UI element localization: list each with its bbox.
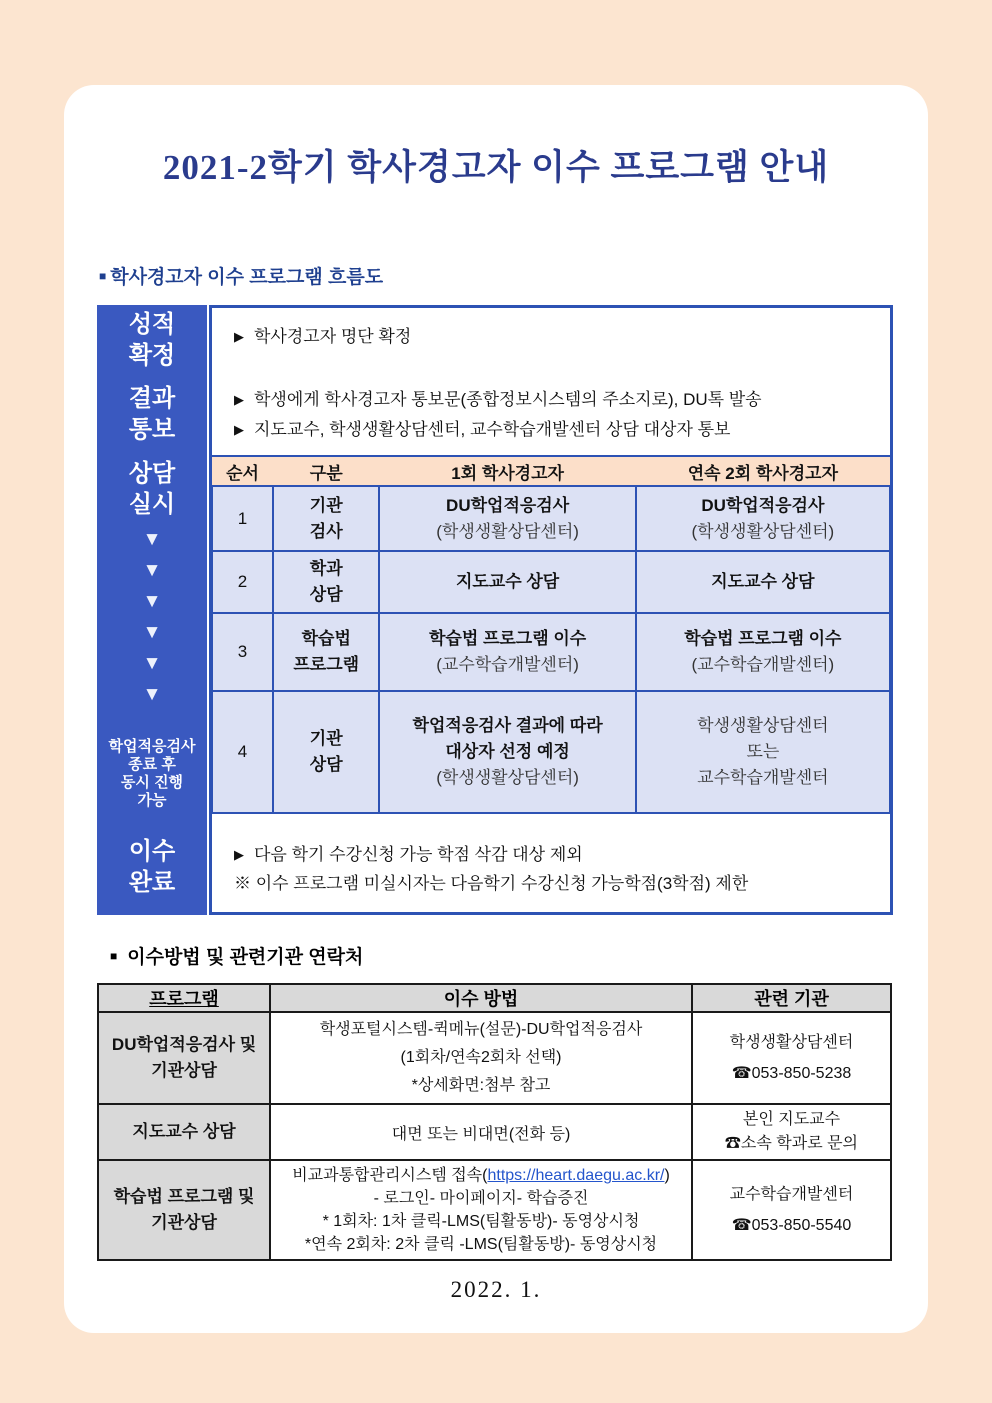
contact-section-heading — [110, 942, 363, 969]
contact-row-advisor — [98, 1104, 891, 1160]
cell-second-warning: DU학업적응검사 (학생생활상담센터) — [636, 486, 890, 551]
cell-program: 지도교수 상담 — [98, 1104, 270, 1160]
triangle-bullet-icon: ▶ — [234, 392, 244, 407]
phone-number: ☎소속 학과로 문의 — [724, 1135, 859, 1152]
flow-arrows — [97, 524, 207, 710]
table-row — [212, 691, 890, 813]
contact-row-learning-program — [98, 1160, 891, 1260]
cell-category: 기관 상담 — [273, 691, 379, 813]
square-bullet-icon: ■ — [99, 269, 107, 283]
down-arrow-icon: ▼ — [142, 560, 162, 581]
cell-first-warning: 지도교수 상담 — [379, 551, 635, 613]
cell-organization: 학생생활상담센터 ☎053-850-5238 — [692, 1012, 891, 1104]
table-row — [212, 486, 890, 551]
sidebar-note: 학업적응검사 종료 후 동시 진행 가능 — [108, 738, 196, 809]
col-header-second-warning: 연속 2회 학사경고자 — [636, 456, 890, 486]
cell-first-warning: 학습법 프로그램 이수 (교수학습개발센터) — [379, 613, 635, 691]
col-header-program: 프로그램 — [98, 984, 270, 1012]
flow-content — [209, 305, 893, 915]
contact-row-du-test — [98, 1012, 891, 1104]
cell-second-warning: 학습법 프로그램 이수 (교수학습개발센터) — [636, 613, 890, 691]
sidebar-step-grade-confirm: 성적 확정 — [128, 311, 176, 369]
phone-number: ☎053-850-5540 — [731, 1217, 852, 1234]
reference-mark-icon: ※ — [234, 874, 251, 893]
complete-bullet: ▶ 다음 학기 수강신청 가능 학점 삭감 대상 제외 — [234, 845, 583, 864]
cell-category: 학습법 프로그램 — [273, 613, 379, 691]
phone-number: ☎053-850-5238 — [731, 1065, 852, 1082]
cell-method: 학생포털시스템-퀵메뉴(설문)-DU학업적응검사 (1회차/연속2회차 선택) *상세화면:첨부 참고 — [270, 1012, 692, 1104]
cell-method: 비교과통합관리시스템 접속(https://heart.daegu.ac.kr/) - 로그인- 마이페이지- 학습증진 * 1회차: 1차 클릭-LMS(팀활동방)- 동영상시청 *연속 2회차: 2차 클릭 -LMS(팀활동방)- 동영상시청 — [270, 1160, 692, 1260]
notify-bullet-2: ▶ 지도교수, 학생생활상담센터, 교수학습개발센터 상담 대상자 통보 — [234, 420, 731, 439]
col-header-organization: 관련 기관 — [692, 984, 891, 1012]
table-row — [212, 551, 890, 613]
cell-no: 3 — [212, 613, 273, 691]
col-header-category: 구분 — [273, 456, 379, 486]
triangle-bullet-icon: ▶ — [234, 422, 244, 437]
table-header-row — [212, 456, 890, 486]
flow-section-heading-text: 학사경고자 이수 프로그램 흐름도 — [110, 267, 384, 288]
notice-card — [64, 85, 928, 1333]
footer-date: 2022. 1. — [450, 1277, 542, 1302]
cell-program: 학습법 프로그램 및 기관상담 — [98, 1160, 270, 1260]
contact-table — [97, 983, 892, 1261]
complete-note: ※ 이수 프로그램 미실시자는 다음학기 수강신청 가능학점(3학점) 제한 — [234, 874, 749, 893]
down-arrow-icon: ▼ — [142, 684, 162, 705]
cell-no: 1 — [212, 486, 273, 551]
cell-organization: 교수학습개발센터 ☎053-850-5540 — [692, 1160, 891, 1260]
cell-no: 4 — [212, 691, 273, 813]
down-arrow-icon: ▼ — [142, 529, 162, 550]
sidebar-step-result-notify: 결과 통보 — [128, 385, 176, 443]
page-title: 2021-2학기 학사경고자 이수 프로그램 안내 — [162, 148, 830, 187]
notify-bullet-1: ▶ 학생에게 학사경고자 통보문(종합정보시스템의 주소지로), DU톡 발송 — [234, 390, 762, 409]
system-access-line: 비교과통합관리시스템 접속(https://heart.daegu.ac.kr/) — [292, 1167, 670, 1184]
cell-organization: 본인 지도교수 ☎소속 학과로 문의 — [692, 1104, 891, 1160]
col-header-method: 이수 방법 — [270, 984, 692, 1012]
down-arrow-icon: ▼ — [142, 591, 162, 612]
heart-system-link[interactable]: https://heart.daegu.ac.kr/ — [487, 1167, 665, 1184]
cell-second-warning: 학생생활상담센터 또는 교수학습개발센터 — [636, 691, 890, 813]
table-row — [212, 613, 890, 691]
cell-category: 기관 검사 — [273, 486, 379, 551]
cell-category: 학과 상담 — [273, 551, 379, 613]
sidebar-step-counsel: 상담 실시 — [128, 460, 176, 518]
sidebar-step-complete: 이수 완료 — [128, 838, 176, 896]
triangle-bullet-icon: ▶ — [234, 847, 244, 862]
cell-first-warning: 학업적응검사 결과에 따라 대상자 선정 예정 (학생생활상담센터) — [379, 691, 635, 813]
cell-method: 대면 또는 비대면(전화 등) — [270, 1104, 692, 1160]
triangle-bullet-icon: ▶ — [234, 329, 244, 344]
down-arrow-icon: ▼ — [142, 622, 162, 643]
contact-section-heading-text: 이수방법 및 관련기관 연락처 — [127, 947, 364, 968]
counsel-program-table — [211, 455, 891, 814]
cell-program: DU학업적응검사 및 기관상담 — [98, 1012, 270, 1104]
cell-second-warning: 지도교수 상담 — [636, 551, 890, 613]
col-header-first-warning: 1회 학사경고자 — [379, 456, 635, 486]
flow-sidebar — [97, 305, 207, 915]
flow-section-heading — [99, 262, 383, 289]
square-bullet-icon: ■ — [110, 949, 118, 963]
down-arrow-icon: ▼ — [142, 653, 162, 674]
grade-confirm-bullet: ▶ 학사경고자 명단 확정 — [234, 327, 412, 346]
col-header-no: 순서 — [212, 456, 273, 486]
contact-header-row — [98, 984, 891, 1012]
cell-no: 2 — [212, 551, 273, 613]
cell-first-warning: DU학업적응검사 (학생생활상담센터) — [379, 486, 635, 551]
flow-chart — [97, 305, 893, 915]
